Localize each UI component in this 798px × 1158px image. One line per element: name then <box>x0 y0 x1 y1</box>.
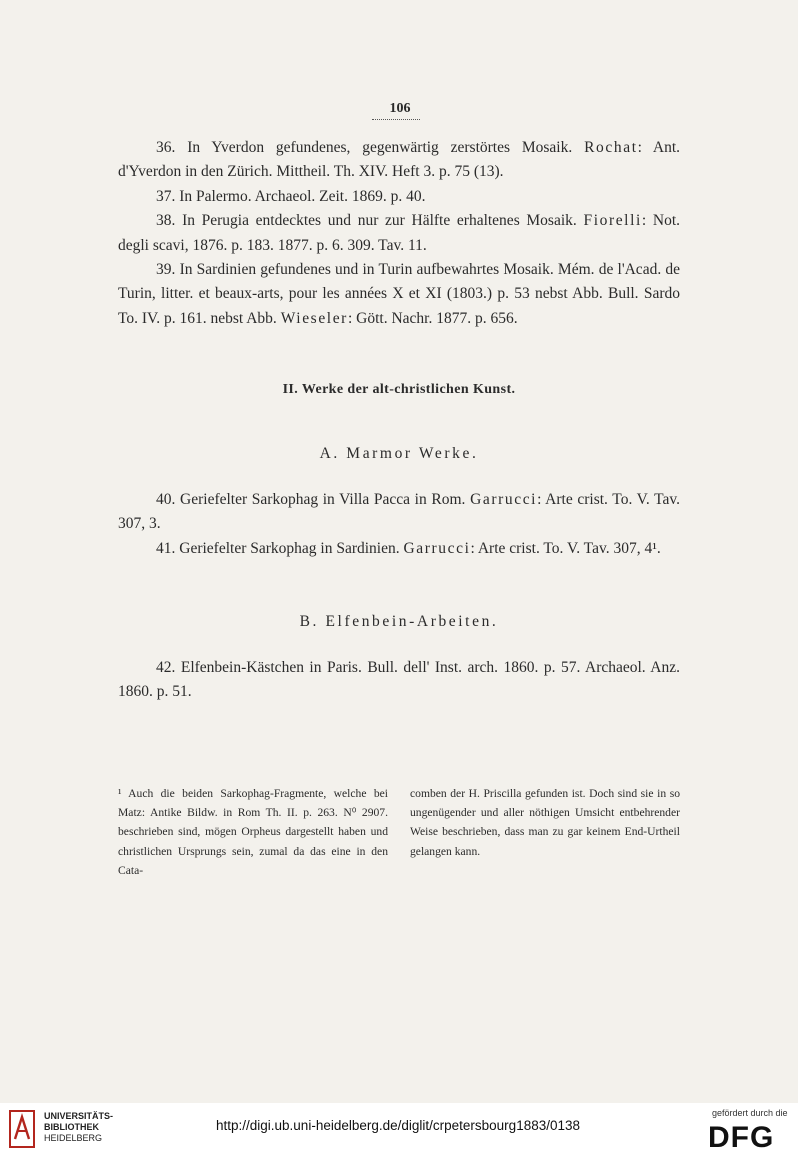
entry-reference: : Not. degli scavi, 1876. p. 183. 1877. p. 6. 309. Tav. 11. <box>118 212 681 254</box>
entry-reference: : Arte crist. To. V. Tav. 307, 4¹. <box>470 539 661 557</box>
entry-text: In Yverdon gefundenes, gegenwärtig zerstörtes Mosaik. <box>187 139 573 156</box>
entry-reference: : Gött. Nachr. 1877. p. 656. <box>347 309 518 327</box>
dfg-logo: DFG <box>708 1121 775 1154</box>
entries-b <box>118 656 680 705</box>
catalog-entry <box>118 209 680 258</box>
subsection-a-title: A. Marmor Werke. <box>319 445 479 462</box>
entry-author: Garrucci <box>470 491 538 508</box>
institution-line-3: HEIDELBERG <box>44 1133 103 1143</box>
entry-text: In Sardinien gefundenes und in Turin aufbewahrtes Mosaik. Mém. de l'Acad. de Turin, litter. et beaux-arts, pour les années X et XI (1803.) p. 53 nebst Abb. Bull. Sardo To. IV. p. 161. nebst Abb. <box>118 261 681 327</box>
catalog-entry <box>118 258 680 331</box>
entry-author: Garrucci <box>403 539 471 557</box>
university-library-logo-icon <box>8 1109 36 1149</box>
permalink-url[interactable]: http://digi.ub.uni-heidelberg.de/diglit/crpetersbourg1883/0138 <box>216 1118 581 1133</box>
entry-author: Fiorelli <box>583 212 642 230</box>
entry-number: 36. <box>156 139 188 156</box>
catalog-entry <box>118 185 680 209</box>
institution-name <box>44 1111 113 1144</box>
section-title: II. Werke der alt-christlichen Kunst. <box>282 382 516 397</box>
funder-note: gefördert durch die <box>712 1108 788 1118</box>
institution-line-2: BIBLIOTHEK <box>44 1122 99 1132</box>
entry-author: Rochat <box>584 139 638 156</box>
entry-number: 37. <box>156 187 180 205</box>
entry-text: Geriefelter Sarkophag in Villa Pacca in Rom. <box>180 491 466 508</box>
entries-a <box>118 488 680 561</box>
entry-reference: : Ant. d'Yverdon in den Zürich. Mittheil. Th. XIV. Heft 3. p. 75 (13). <box>118 139 681 181</box>
catalog-entry <box>118 656 680 705</box>
page-number: 106 <box>389 101 411 116</box>
entry-number: 40. <box>156 491 181 508</box>
entry-text: In Perugia entdecktes und nur zur Hälfte erhaltenes Mosaik. <box>182 212 577 230</box>
entry-number: 38. <box>156 212 183 230</box>
catalog-entry <box>118 136 680 185</box>
entries-top <box>118 136 680 331</box>
entry-number: 41. <box>156 539 180 557</box>
page-number-rule <box>372 119 420 120</box>
entry-number: 39. <box>156 261 180 279</box>
footnote-left-column: ¹ Auch die beiden Sarkophag-Fragmente, welche bei Matz: Antike Bildw. in Rom Th. II. p. 263. N⁰ 2907. beschrieben sind, mögen Orpheus dargestellt haben und christlichen Ursprungs sein, zumal da das eine in den Cata- <box>118 787 388 877</box>
entry-number: 42. <box>156 659 181 676</box>
entry-text: In Palermo. Archaeol. Zeit. 1869. p. 40. <box>179 187 426 205</box>
footnote-right-column: comben der H. Priscilla gefunden ist. Doch sind sie in so ungenügender und aller nöthigen Umsicht entbehrender Weise beschrieben, dass man zu gar keinem End-Urtheil gelangen kann. <box>410 787 680 858</box>
catalog-entry <box>118 537 680 561</box>
entry-reference: : Arte crist. To. V. Tav. 307, 3. <box>118 491 681 533</box>
entry-author: Wieseler <box>280 309 348 327</box>
entry-text: Elfenbein-Kästchen in Paris. Bull. dell' Inst. arch. 1860. p. 57. Archaeol. Anz. 1860. p. 51. <box>118 659 680 701</box>
entry-text: Geriefelter Sarkophag in Sardinien. <box>179 539 400 557</box>
catalog-entry <box>118 488 680 537</box>
subsection-b-title: B. Elfenbein-Arbeiten. <box>299 613 499 630</box>
institution-line-1: UNIVERSITÄTS- <box>44 1111 114 1121</box>
